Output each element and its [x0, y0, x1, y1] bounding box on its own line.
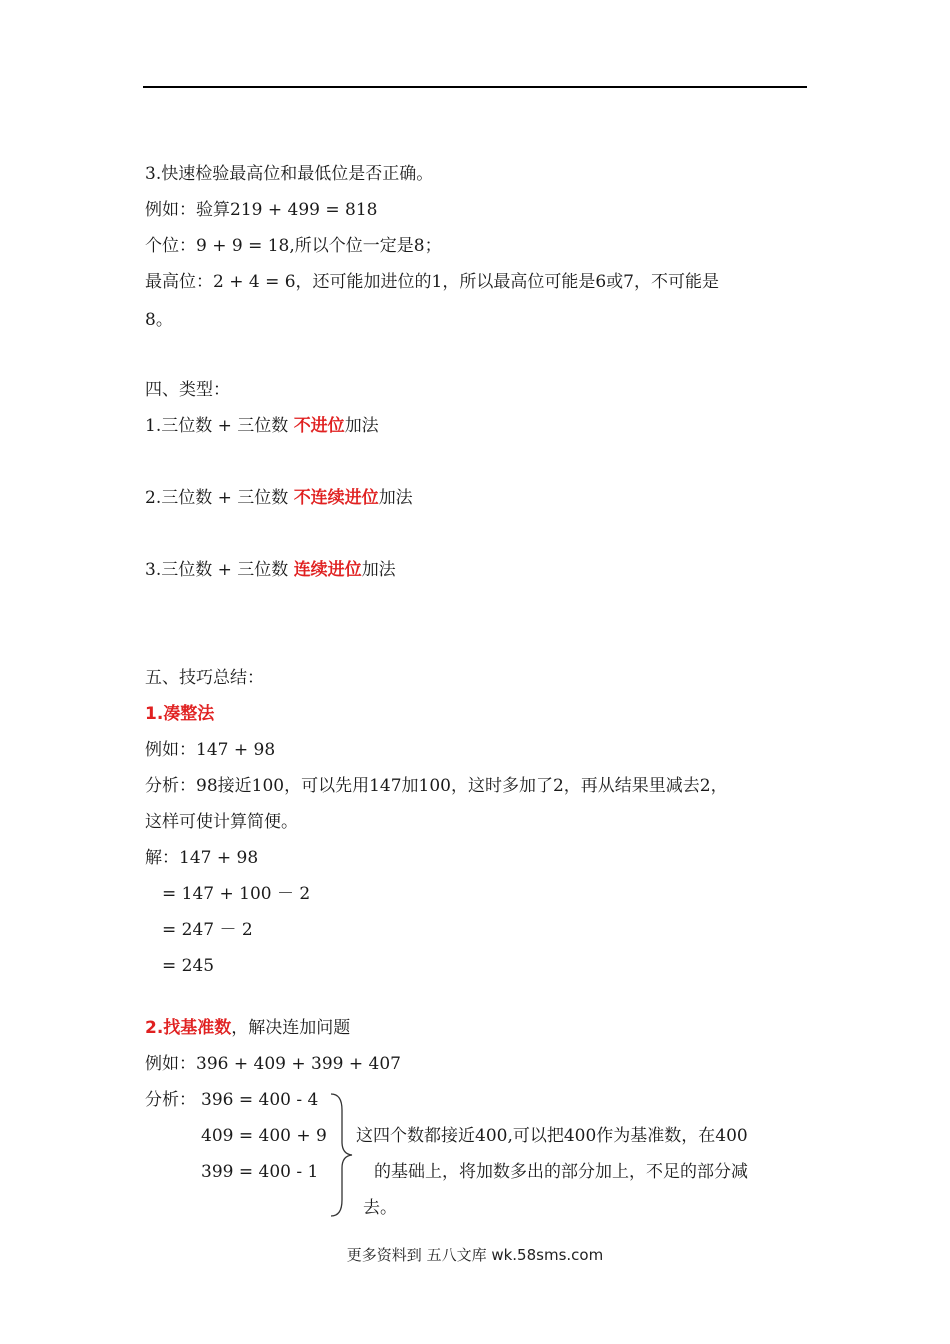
section3-highest-cont: 8。: [145, 310, 173, 330]
tip2-equation-3: 399 = 400 - 1: [201, 1162, 319, 1182]
tip1-example: 例如：147 + 98: [145, 740, 276, 760]
tip2-analysis-label: 分析：: [145, 1090, 196, 1110]
tip1-step-2: = 247 － 2: [162, 920, 253, 940]
tip2-title-suffix: ，解决连加问题: [231, 1018, 351, 1038]
type-2-prefix: 2.三位数 + 三位数: [145, 488, 294, 508]
section3-title: 3.快速检验最高位和最低位是否正确。: [145, 164, 434, 184]
tip2-example: 例如：396 + 409 + 399 + 407: [145, 1054, 401, 1074]
tip2-equation-2: 409 = 400 + 9: [201, 1126, 327, 1146]
type-3-suffix: 加法: [361, 560, 396, 580]
tip1-title: 1.凑整法: [145, 704, 215, 724]
tip2-title: 2.找基准数: [145, 1018, 232, 1038]
type-2-highlight: 不连续进位: [293, 488, 379, 508]
type-1-prefix: 1.三位数 + 三位数: [145, 416, 294, 436]
type-item-1: [145, 415, 379, 437]
type-2-suffix: 加法: [378, 488, 413, 508]
type-3-prefix: 3.三位数 + 三位数: [145, 560, 294, 580]
tip1-analysis-cont: 这样可使计算简便。: [145, 812, 298, 832]
footer-link[interactable]: 更多资料到 五八文库 wk.58sms.com: [346, 1246, 604, 1264]
section5-heading: 五、技巧总结：: [145, 668, 264, 688]
tip1-step-1: = 147 + 100 － 2: [162, 884, 311, 904]
tip2-note-line-1: 这四个数都接近400,可以把400作为基准数，在400: [356, 1126, 748, 1146]
tip2-note-line-2: 的基础上，将加数多出的部分加上，不足的部分减: [374, 1162, 748, 1182]
section3-ones: 个位：9 + 9 = 18,所以个位一定是8；: [145, 236, 442, 256]
tip2-equation-1: 396 = 400 - 4: [201, 1090, 319, 1110]
tip1-analysis: 分析：98接近100，可以先用147加100，这时多加了2，再从结果里减去2，: [145, 776, 728, 796]
section4-heading: 四、类型：: [145, 380, 230, 400]
tip2-title-line: [145, 1017, 350, 1039]
tip1-solution: 解：147 + 98: [145, 848, 259, 868]
type-item-3: [145, 559, 396, 581]
type-1-highlight: 不进位: [293, 416, 345, 436]
curly-brace-icon: [326, 1090, 356, 1220]
type-1-suffix: 加法: [344, 416, 379, 436]
header-rule: [143, 86, 807, 88]
section3-highest: 最高位：2 + 4 = 6，还可能加进位的1，所以最高位可能是6或7，不可能是: [145, 272, 719, 292]
tip2-note-line-3: 去。: [363, 1198, 397, 1218]
type-3-highlight: 连续进位: [293, 560, 362, 580]
type-item-2: [145, 487, 413, 509]
tip1-step-3: = 245: [162, 956, 215, 976]
section3-example: 例如：验算219 + 499 = 818: [145, 200, 378, 220]
